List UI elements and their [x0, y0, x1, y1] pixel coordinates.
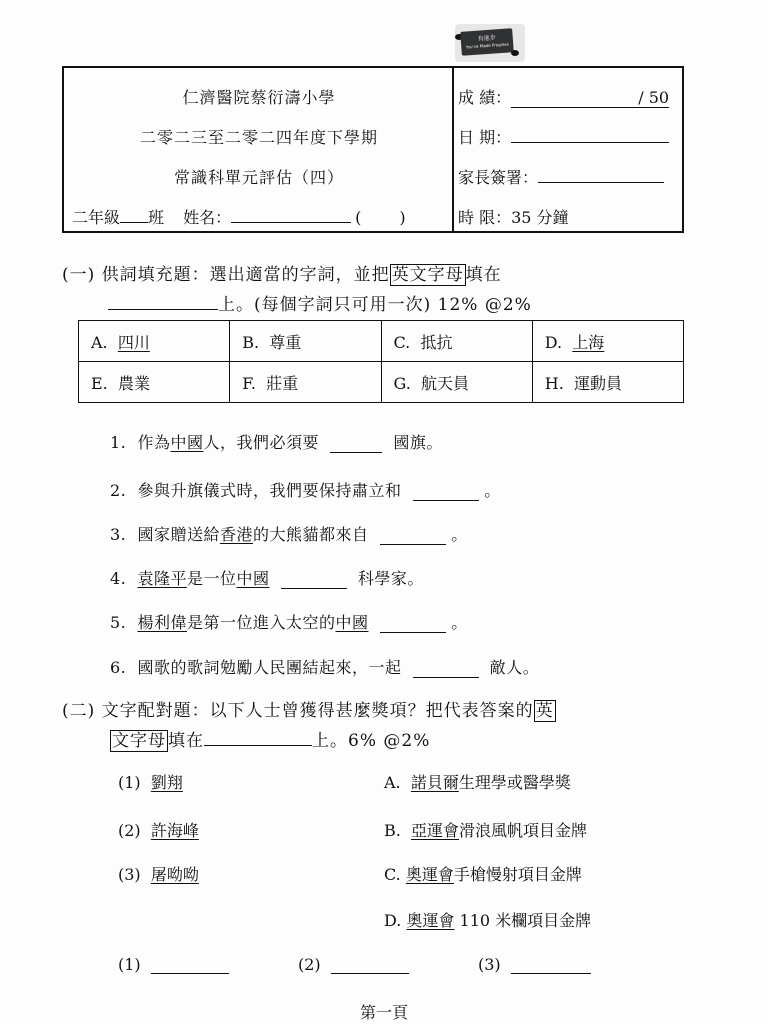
section1-title-c: 上。(每個字詞只可用一次) 12% @2% — [218, 295, 532, 315]
person-3: (3) 屠呦呦 — [118, 865, 199, 884]
word-option: D. 上海 — [532, 321, 683, 362]
award-b: B. 亞運會滑浪風帆項目金牌 — [384, 821, 588, 840]
section2-title-a: (二) 文字配對題：以下人士曾獲得甚麼獎項？把代表答案的 — [62, 701, 534, 721]
score-label: 成 績： — [458, 88, 512, 107]
page-number: 第一頁 — [359, 1003, 408, 1022]
section2-boxed-1: 英 — [535, 701, 554, 721]
class-blank[interactable] — [120, 222, 148, 223]
assessment-title: 常識科單元評估（四） — [173, 168, 344, 187]
time-limit: 時 限：35 分鐘 — [458, 208, 569, 227]
answer-1: (1) — [118, 955, 229, 974]
class-no-open: ( — [355, 208, 362, 227]
question-5: 5. 楊利偉是第一位進入太空的中國 。 — [110, 613, 468, 632]
word-option: E. 農業 — [79, 362, 230, 403]
section2-title-c: 上。6% @2% — [312, 731, 431, 751]
date-blank[interactable] — [511, 128, 669, 143]
answer-blank[interactable] — [330, 438, 382, 453]
person-2: (2) 許海峰 — [118, 821, 199, 840]
reward-stamp — [455, 24, 525, 62]
answer-blank[interactable] — [413, 486, 479, 501]
name-label: 姓名： — [183, 208, 232, 227]
word-option: H. 運動員 — [532, 362, 683, 403]
word-option: B. 尊重 — [230, 321, 381, 362]
answer-2: (2) — [298, 955, 409, 974]
parent-label: 家長簽署： — [458, 168, 539, 187]
school-name: 仁濟醫院蔡衍濤小學 — [182, 88, 336, 107]
class-name-line — [72, 205, 406, 228]
score-total: / 50 — [638, 88, 670, 107]
award-d: D. 奧運會 110 米欄項目金牌 — [384, 911, 592, 930]
answer-blank[interactable] — [380, 530, 446, 545]
name-blank[interactable] — [231, 222, 351, 223]
award-c: C. 奧運會手槍慢射項目金牌 — [384, 865, 582, 884]
answer-3: (3) — [478, 955, 591, 974]
person-1: (1) 劉翔 — [118, 773, 183, 792]
score-field — [458, 85, 669, 108]
answer-blank[interactable] — [511, 959, 591, 974]
class-no-close: ) — [399, 208, 406, 227]
section1-title — [62, 260, 502, 285]
answer-blank[interactable] — [380, 618, 446, 633]
stamp-line2: You've Made Progress — [465, 41, 510, 50]
word-option: C. 抵抗 — [381, 321, 532, 362]
section2-title-b: 填在 — [168, 731, 204, 751]
parent-blank[interactable] — [538, 168, 664, 183]
section2-subtitle — [110, 726, 430, 751]
section2-title — [62, 696, 556, 721]
question-4: 4. 袁隆平是一位中國 科學家。 — [110, 569, 424, 588]
grade-label: 二年級 — [72, 208, 121, 227]
question-1: 1. 作為中國人，我們必須要 國旗。 — [110, 433, 443, 452]
word-option: A. 四川 — [79, 321, 230, 362]
answer-blank[interactable] — [413, 663, 479, 678]
date-field — [458, 125, 669, 148]
section1-boxed: 英文字母 — [391, 265, 464, 285]
section1-sample-blank — [108, 295, 218, 310]
question-2: 2. 參與升旗儀式時，我們要保持肅立和 。 — [110, 481, 501, 500]
beetle-icon — [511, 50, 519, 56]
word-bank-table — [78, 320, 684, 403]
question-3: 3. 國家贈送給香港的大熊貓都來自 。 — [110, 525, 468, 544]
stamp-line1: 有進步 — [477, 34, 496, 43]
section1-title-b: 填在 — [465, 265, 502, 285]
class-label: 班 — [148, 208, 165, 227]
word-option: F. 莊重 — [230, 362, 381, 403]
answer-blank[interactable] — [331, 959, 409, 974]
section2-boxed-2: 文字母 — [112, 731, 166, 751]
question-6: 6. 國歌的歌詞勉勵人民團結起來，一起 敵人。 — [110, 658, 540, 677]
section1-subtitle — [108, 290, 532, 315]
stamp-board — [460, 28, 514, 56]
word-bank-row — [79, 362, 684, 403]
word-option: G. 航天員 — [381, 362, 532, 403]
award-a: A. 諾貝爾生理學或醫學獎 — [384, 773, 571, 792]
term-title: 二零二三至二零二四年度下學期 — [139, 128, 378, 147]
parent-field — [458, 165, 664, 188]
answer-blank[interactable] — [151, 959, 229, 974]
section1-title-a: (一) 供詞填充題：選出適當的字詞，並把 — [62, 265, 390, 285]
word-bank-row — [79, 321, 684, 362]
answer-blank[interactable] — [281, 574, 347, 589]
section2-sample-blank — [204, 731, 312, 746]
date-label: 日 期： — [458, 128, 512, 147]
